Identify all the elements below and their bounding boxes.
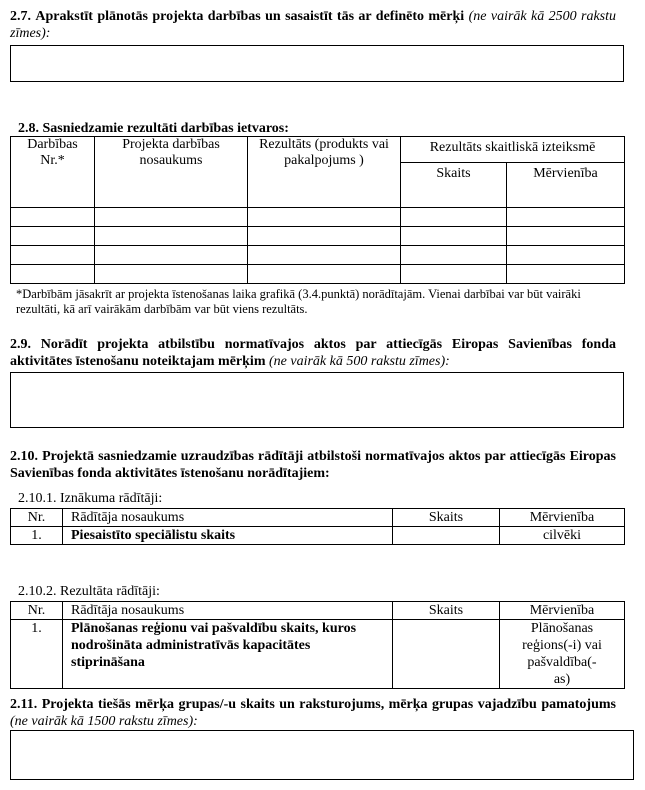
- section-2-11-input-box[interactable]: [10, 730, 634, 780]
- section-2-11-limit: (ne vairāk kā 1500 rakstu zīmes):: [10, 714, 198, 729]
- header-nr: Nr.: [11, 509, 63, 527]
- header-count: Skaits: [393, 509, 500, 527]
- header-numeric-result: Rezultāts skaitliskā izteiksmē: [401, 137, 625, 163]
- section-2-7-number: 2.7.: [10, 9, 31, 24]
- row-unit: cilvēki: [500, 527, 625, 545]
- section-2-9-title: 2.9. Norādīt projekta atbilstību normatīvajos aktos par attiecīgās Eiropas Savienības fonda aktivitātes īstenošanu noteiktajam mērķim: [10, 337, 616, 369]
- header-count: Skaits: [401, 163, 507, 208]
- header-unit: Mērvienība: [500, 602, 625, 620]
- header-unit: Mērvienība: [507, 163, 625, 208]
- section-2-7-title: Aprakstīt plānotās projekta darbības un sasaistīt tās ar definēto mērķi: [35, 9, 465, 24]
- section-2-9-limit: (ne vairāk kā 500 rakstu zīmes):: [269, 354, 450, 369]
- section-2-7-input-box[interactable]: [10, 45, 624, 82]
- section-2-7-heading: [10, 8, 616, 42]
- section-2-11-heading: [10, 696, 616, 730]
- result-indicators-label: 2.10.2. Rezultāta rādītāji:: [18, 584, 160, 599]
- header-result: Rezultāts (produkts vai pakalpojums ): [248, 137, 401, 208]
- result-indicators-table: [10, 601, 625, 689]
- table-row: [11, 527, 625, 545]
- section-2-10-title: 2.10. Projektā sasniedzamie uzraudzības rādītāji atbilstoši normatīvajos aktos par attiecīgās Eiropas Savienības fonda aktivitātes īstenošanu norādītajiem:: [10, 449, 616, 481]
- header-activity-name: Projekta darbības nosaukums: [95, 137, 248, 208]
- table-row: [11, 620, 625, 689]
- section-2-9-heading: [10, 336, 616, 370]
- header-activity-number: Darbības Nr.*: [11, 137, 95, 208]
- header-nr: Nr.: [11, 602, 63, 620]
- table-row[interactable]: [11, 227, 625, 246]
- table-row[interactable]: [11, 265, 625, 284]
- table-row[interactable]: [11, 246, 625, 265]
- header-indicator-name: Rādītāja nosaukums: [63, 602, 393, 620]
- section-2-9-input-box[interactable]: [10, 372, 624, 428]
- header-count: Skaits: [393, 602, 500, 620]
- header-indicator-name: Rādītāja nosaukums: [63, 509, 393, 527]
- section-2-11-title: 2.11. Projekta tiešās mērķa grupas/-u skaits un raksturojums, mērķa grupas vajadzību pamatojums: [10, 697, 616, 712]
- row-indicator-name: Piesaistīto speciālistu skaits: [63, 527, 393, 545]
- output-indicators-table: [10, 508, 625, 545]
- results-table: [10, 136, 625, 284]
- header-unit: Mērvienība: [500, 509, 625, 527]
- section-2-8-title: 2.8. Sasniedzamie rezultāti darbības ietvaros:: [18, 121, 289, 136]
- table-row[interactable]: [11, 208, 625, 227]
- row-count[interactable]: [393, 527, 500, 545]
- row-unit: Plānošanas reģions(-i) vai pašvaldība(-as): [500, 620, 625, 689]
- results-footnote: *Darbībām jāsakrīt ar projekta īstenošanas laika grafikā (3.4.punktā) norādītajām. Vienai darbībai var būt vairāki rezultāti, kā arī vairākām darbībām var būt viens rezultāts.: [16, 287, 581, 316]
- output-indicators-label: 2.10.1. Iznākuma rādītāji:: [18, 491, 163, 506]
- row-indicator-name: Plānošanas reģionu vai pašvaldību skaits, kuros nodrošināta administratīvās kapacitātes stiprināšana: [63, 620, 393, 689]
- row-count[interactable]: [393, 620, 500, 689]
- row-nr: 1.: [11, 620, 63, 689]
- row-nr: 1.: [11, 527, 63, 545]
- section-2-7-limit: (ne vairāk kā 2500 rakstu zīmes):: [10, 9, 617, 41]
